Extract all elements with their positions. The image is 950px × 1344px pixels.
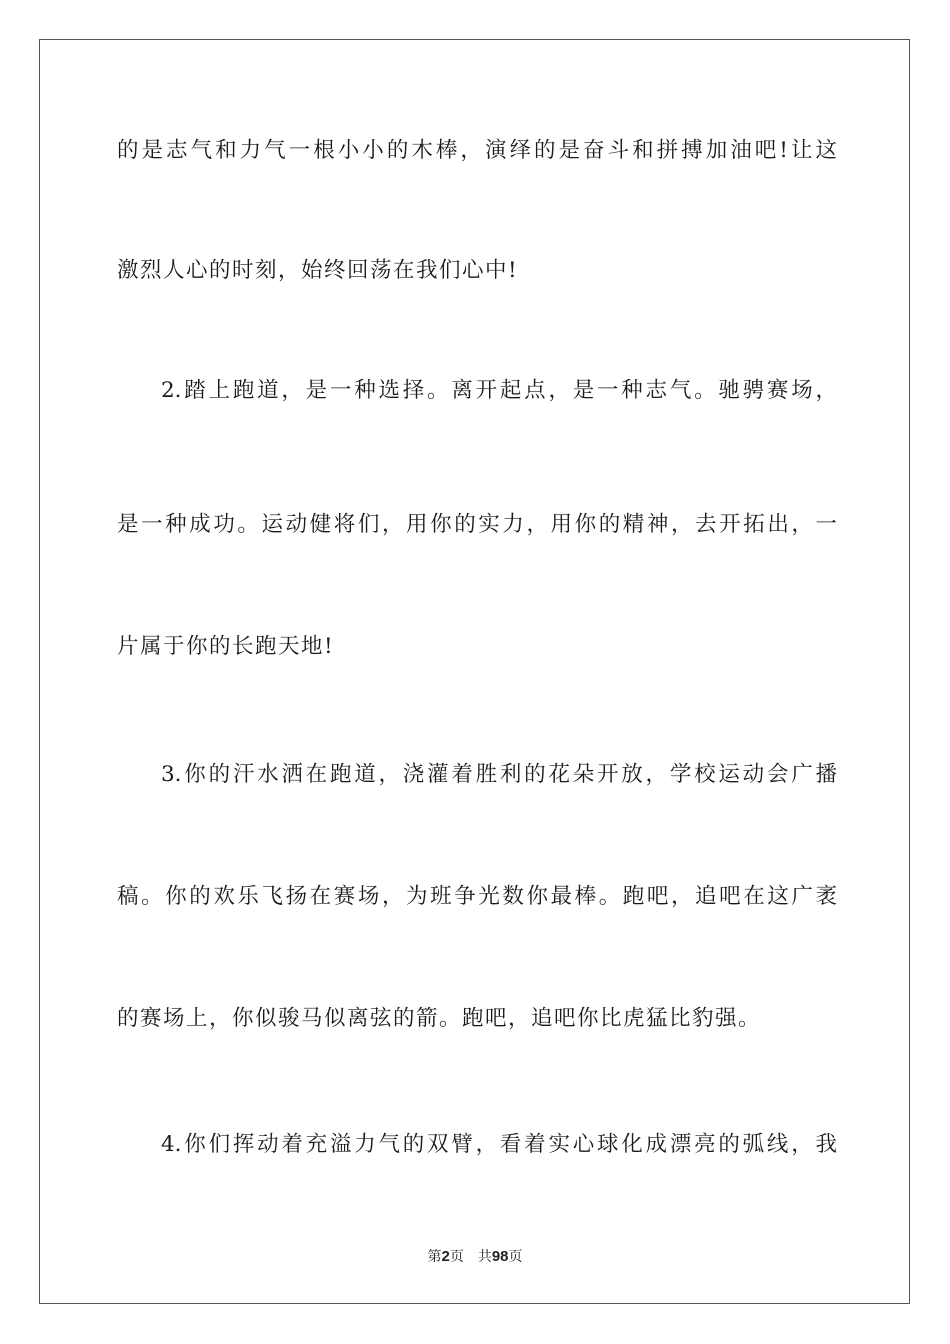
text-line-7: 稿。你的欢乐飞扬在赛场，为班争光数你最棒。跑吧，追吧在这广袤 <box>117 884 837 909</box>
text-line-3: 2.踏上跑道，是一种选择。离开起点，是一种志气。驰骋赛场， <box>161 378 837 403</box>
footer-total-suffix: 页 <box>508 1249 523 1265</box>
text-line-6: 3.你的汗水洒在跑道，浇灌着胜利的花朵开放，学校运动会广播 <box>161 762 837 787</box>
footer-page-number: 2 <box>441 1248 450 1265</box>
page-frame <box>39 39 910 1304</box>
footer-total-prefix: 共 <box>477 1249 492 1265</box>
text-line-4: 是一种成功。运动健将们，用你的实力，用你的精神，去开拓出，一 <box>117 512 837 537</box>
text-line-2: 激烈人心的时刻，始终回荡在我们心中! <box>117 258 519 283</box>
text-line-9: 4.你们挥动着充溢力气的双臂，看着实心球化成漂亮的弧线，我 <box>161 1132 837 1157</box>
footer-page-prefix: 第 <box>427 1249 442 1265</box>
text-line-8: 的赛场上，你似骏马似离弦的箭。跑吧，追吧你比虎猛比豹强。 <box>117 1006 762 1031</box>
footer-total-number: 98 <box>491 1248 509 1265</box>
page-footer <box>0 1246 950 1266</box>
footer-page-suffix: 页 <box>449 1249 464 1265</box>
text-line-1: 的是志气和力气一根小小的木棒，演绎的是奋斗和拼搏加油吧!让这 <box>117 138 837 163</box>
text-line-5: 片属于你的长跑天地! <box>117 634 335 659</box>
